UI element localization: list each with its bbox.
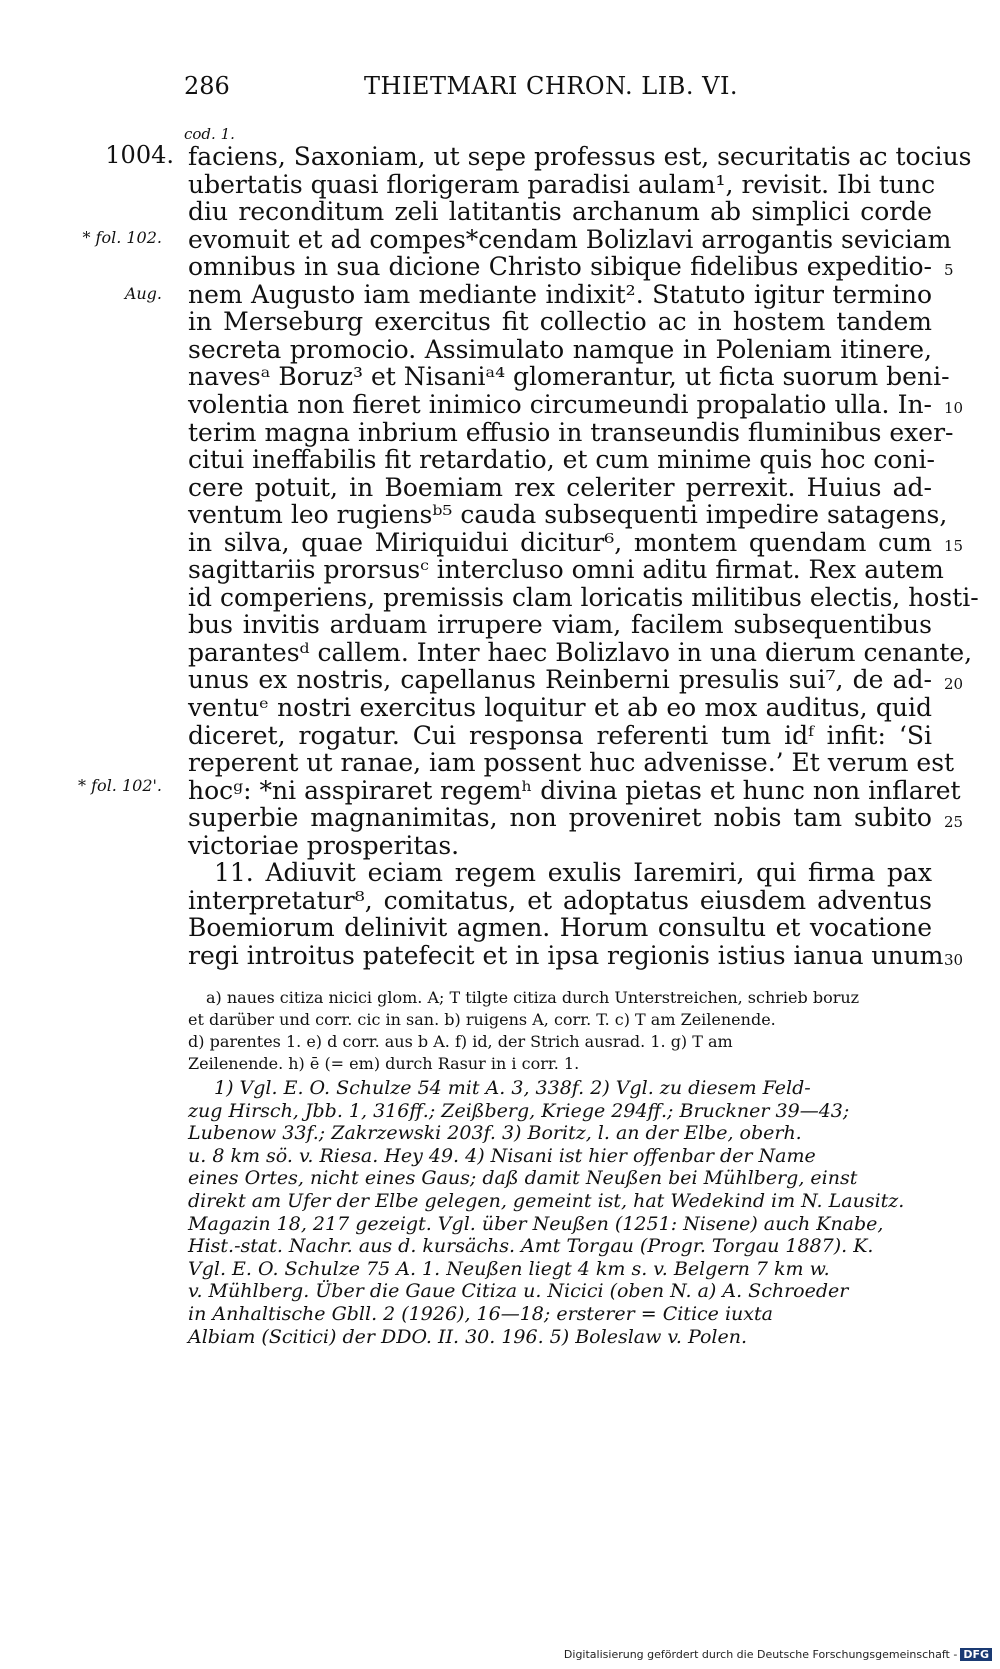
text-line: superbie magnanimitas, non proveniret nobis tam subito [188,803,932,833]
text-line: in Merseburg exercitus fit collectio ac in hostem tandem [188,307,932,337]
text-line: ubertatis quasi florigeram paradisi aulam¹, revisit. Ibi tunc [188,169,936,199]
text-line: bus invitis arduam irrupere viam, facilem subsequentibus [188,610,932,640]
text-line: regi introitus patefecit et in ipsa regionis istius ianua unum [188,940,944,970]
note-line: u. 8 km sö. v. Riesa. Hey 49. 4) Nisani ist hier offenbar der Name [188,1144,816,1167]
line-number-15: 15 [944,537,964,555]
text-line: evomuit et ad compes*cendam Bolizlavi arrogantis seviciam [188,224,952,254]
line-number-10: 10 [944,399,964,417]
line-number-25: 25 [944,813,964,831]
line-number-30: 30 [944,951,964,969]
text-line: citui ineffabilis fit retardatio, et cum minime quis hoc coni- [188,445,935,475]
line-number-20: 20 [944,675,964,693]
text-line: navesᵃ Boruz³ et Nisaniᵃ⁴ glomerantur, ut ficta suorum beni- [188,362,950,392]
text-line: Boemiorum delinivit agmen. Horum consultu et vocatione [188,913,932,943]
note-line: v. Mühlberg. Über die Gaue Citiza u. Nicici (oben N. a) A. Schroeder [188,1280,849,1303]
running-title: THIETMARI CHRON. LIB. VI. [364,72,739,100]
apparatus-line: et darüber und corr. cic in san. b) ruigens A, corr. T. c) T am Zeilenende. [188,1010,776,1029]
text-line: diu reconditum zeli latitantis archanum ab simplici corde [188,197,932,227]
text-line: sagittariis prorsusᶜ intercluso omni aditu firmat. Rex autem [188,555,944,585]
text-line: secreta promocio. Assimulato namque in Poleniam itinere, [188,334,932,364]
note-line: zug Hirsch, Jbb. 1, 316ff.; Zeißberg, Kriege 294ff.; Bruckner 39—43; [188,1099,850,1122]
text-line: diceret, rogatur. Cui responsa referenti tum idᶠ infit: ‘Si [188,720,932,750]
text-line: interpretatur⁸, comitatus, et adoptatus eiusdem adventus [188,885,932,915]
text-line: parantesᵈ callem. Inter haec Bolizlavo in una dierum cenante, [188,637,973,667]
note-line: Vgl. E. O. Schulze 75 A. 1. Neußen liegt 4 km s. v. Belgern 7 km w. [188,1257,830,1280]
note-line: Lubenow 33f.; Zakrzewski 203f. 3) Boritz, l. an der Elbe, oberh. [188,1122,802,1145]
margin-folio-102: * fol. 102. [82,228,162,247]
note-line: eines Ortes, nicht eines Gaus; daß damit Neußen bei Mühlberg, einst [188,1167,858,1190]
apparatus-line: d) parentes 1. e) d corr. aus b A. f) id, der Strich ausrad. 1. g) T am [188,1032,733,1051]
page-number: 286 [184,72,230,100]
apparatus-line: a) naues citiza nicici glom. A; T tilgte citiza durch Unterstreichen, schrieb boruz [206,988,860,1007]
text-line: volentia non fieret inimico circumeundi propalatio ulla. In- [188,389,932,419]
dfg-logo: DFG [960,1648,992,1661]
text-line: unus ex nostris, capellanus Reinberni presulis sui⁷, de ad- [188,665,932,695]
note-line: in Anhaltische Gbll. 2 (1926), 16—18; ersterer = Citice iuxta [188,1303,773,1325]
note-line: Albiam (Scitici) der DDO. II. 30. 196. 5) Boleslaw v. Polen. [188,1325,748,1348]
note-line: 1) Vgl. E. O. Schulze 54 mit A. 3, 338f. 2) Vgl. zu diesem Feld- [214,1077,811,1099]
footer-text: Digitalisierung gefördert durch die Deutsche Forschungsgemeinschaft - [563,1648,958,1661]
note-line: direkt am Ufer der Elbe gelegen, gemeint ist, hat Wedekind im N. Lausitz. [188,1190,905,1212]
text-line: hocᵍ: *ni asspiraret regemʰ divina pietas et hunc non inflaret [188,775,961,805]
text-line: 11. Adiuvit eciam regem exulis Iaremiri, qui firma pax [214,858,932,888]
text-line: cere potuit, in Boemiam rex celeriter perrexit. Huius ad- [188,472,932,502]
note-line: Hist.-stat. Nachr. aus d. kursächs. Amt Torgau (Progr. Torgau 1887). K. [188,1235,874,1258]
margin-aug: Aug. [124,284,162,303]
digitization-footer [564,1648,992,1661]
text-line: omnibus in sua dicione Christo sibique fidelibus expeditio- [188,252,932,282]
text-line: nem Augusto iam mediante indixit². Statuto igitur termino [188,279,932,309]
text-line: ventuᵉ nostri exercitus loquitur et ab eo mox auditus, quid [188,693,932,722]
margin-folio-102v: * fol. 102'. [78,776,162,795]
margin-year: 1004. [105,141,174,169]
text-line: reperent ut ranae, iam possent huc advenisse.’ Et verum est [188,748,955,778]
text-line: in silva, quae Miriquidui dicitur⁶, montem quendam cum [188,527,932,557]
text-line: id comperiens, premissis clam loricatis militibus electis, hosti- [188,582,979,612]
codex-label: cod. 1. [184,125,235,143]
note-line: Magazin 18, 217 gezeigt. Vgl. über Neußen (1251: Nisene) auch Knabe, [188,1212,884,1235]
text-line: ventum leo rugiensᵇ⁵ cauda subsequenti impedire satagens, [188,500,948,530]
text-line: terim magna inbrium effusio in transeundis fluminibus exer- [188,417,954,447]
text-line: faciens, Saxoniam, ut sepe professus est, securitatis ac tocius [188,142,972,171]
line-number-5: 5 [944,261,954,279]
apparatus-line: Zeilenende. h) ē (= em) durch Rasur in i corr. 1. [188,1054,580,1073]
text-line: victoriae prosperitas. [188,830,460,860]
